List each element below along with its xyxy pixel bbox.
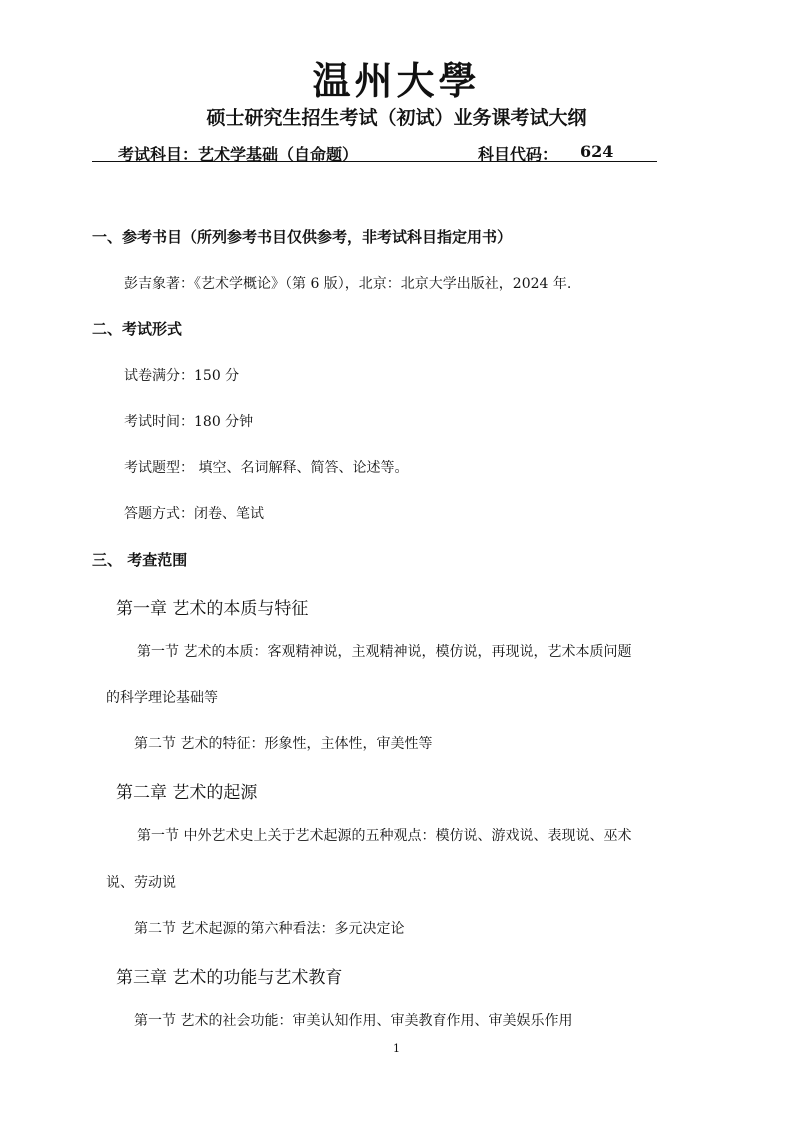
exam-subject: 考试科目：艺术学基础（自命题） [118,145,359,164]
exam-question-types: 考试题型： 填空、名词解释、简答、论述等。 [124,460,409,476]
chapter-1-section-1-line-2: 的科学理论基础等 [106,690,218,706]
chapter-2-title: 第二章 艺术的起源 [116,783,258,803]
header-underline [92,161,657,162]
page-title: 硕士研究生招生考试（初试）业务课考试大纲 [206,107,587,129]
chapter-2-section-2: 第二节 艺术起源的第六种看法：多元决定论 [134,921,405,937]
chapter-1-section-1-line-1: 第一节 艺术的本质：客观精神说，主观精神说，模仿说，再现说，艺术本质问题 [137,644,632,660]
exam-time: 考试时间：180 分钟 [124,414,254,430]
subject-code-label: 科目代码： [478,145,559,164]
chapter-3-title: 第三章 艺术的功能与艺术教育 [116,968,343,988]
exam-answer-mode: 答题方式：闭卷、笔试 [124,506,264,522]
reference-book: 彭吉象著：《艺术学概论》（第 6 版），北京：北京大学出版社，2024 年. [124,276,572,292]
chapter-1-section-2: 第二节 艺术的特征：形象性，主体性，审美性等 [134,736,433,752]
university-logo-text: 温州大學 [312,58,481,103]
page-number: 1 [393,1042,400,1055]
section-heading-scope: 三、 考查范围 [92,551,188,569]
exam-full-score: 试卷满分：150 分 [124,368,240,384]
chapter-3-section-1: 第一节 艺术的社会功能：审美认知作用、审美教育作用、审美娱乐作用 [134,1013,573,1029]
chapter-2-section-1-line-1: 第一节 中外艺术史上关于艺术起源的五种观点：模仿说、游戏说、表现说、巫术 [137,828,632,844]
chapter-2-section-1-line-2: 说、劳动说 [106,875,176,891]
chapter-1-title: 第一章 艺术的本质与特征 [116,599,309,619]
section-heading-references: 一、参考书目（所列参考书目仅供参考，非考试科目指定用书） [92,228,513,246]
section-heading-exam-format: 二、考试形式 [92,320,183,338]
subject-code-value: 624 [580,142,614,161]
